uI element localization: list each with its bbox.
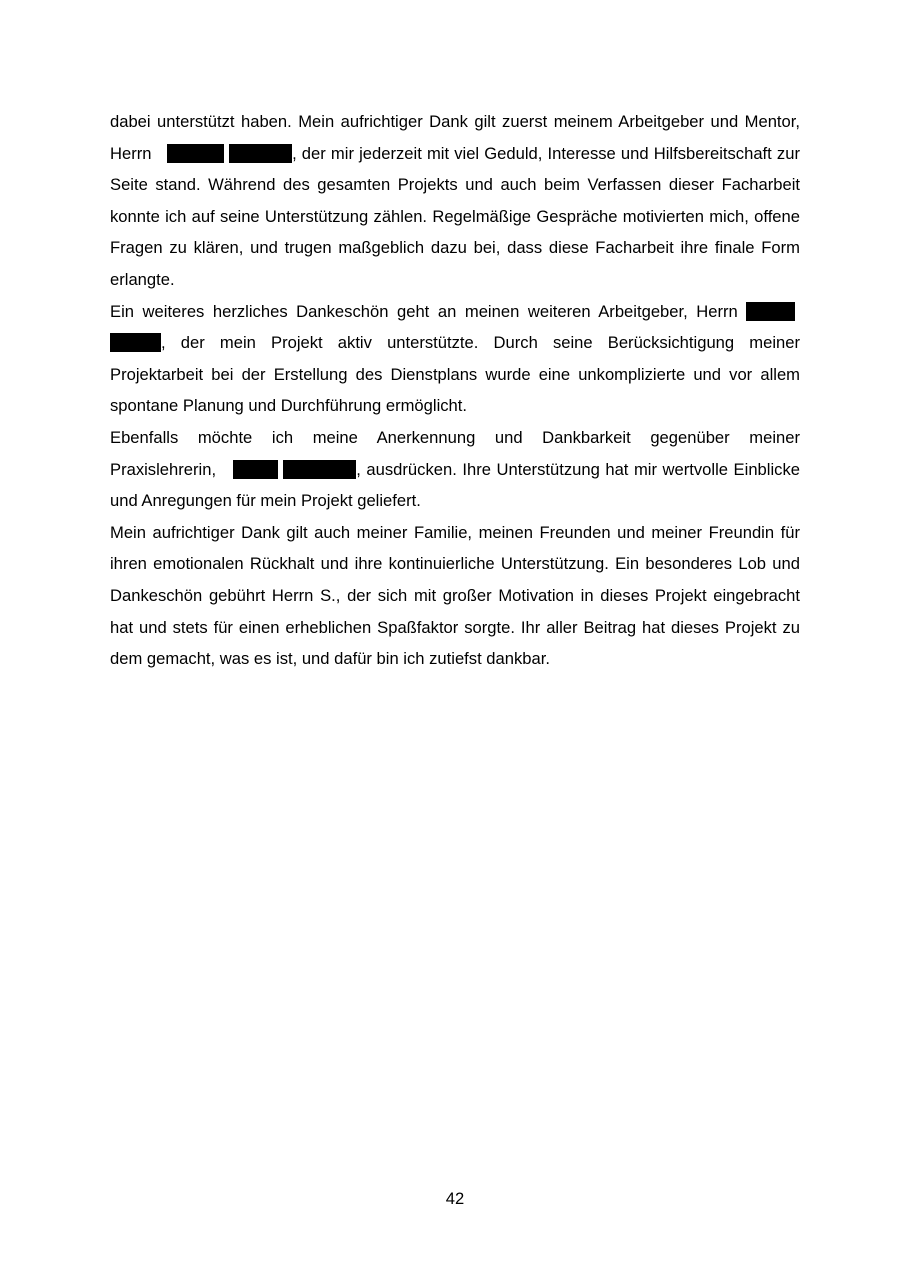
paragraph-text: , ausdrücken. Ihre Unterstützung hat mir wertvolle Einblicke und Anregungen für mein Projekt geliefert. bbox=[110, 459, 800, 511]
paragraph-mentor-thanks bbox=[110, 106, 800, 296]
paragraph-family-thanks: Mein aufrichtiger Dank gilt auch meiner Familie, meinen Freunden und meiner Freundin für ihren emotionalen Rückhalt und ihre kontinuierliche Unterstützung. Ein besonderes Lob und Dankeschön gebührt Herrn S., der sich mit großer Motivation in dieses Projekt eingebracht hat und stets für einen erheblichen Spaßfaktor sorgte. Ihr aller Beitrag hat dieses Projekt zu dem gemacht, was es ist, und dafür bin ich zutiefst dankbar. bbox=[110, 522, 800, 669]
body-text bbox=[110, 106, 800, 675]
paragraph-text: , der mein Projekt aktiv unterstützte. Durch seine Berücksichtigung meiner Projektarbeit bei der Erstellung des Dienstplans wurde eine unkomplizierte und vor allem spontane Planung und Durchführung ermöglicht. bbox=[110, 333, 800, 416]
redacted-last-name bbox=[110, 333, 161, 352]
redacted-first-name bbox=[167, 144, 224, 163]
paragraph-text: dabei unterstützt haben. Mein aufrichtiger Dank gilt zuerst meinem Arbeitgeber und Mentor, Herrn bbox=[110, 112, 800, 163]
redacted-last-name bbox=[229, 144, 292, 163]
redacted-first-name bbox=[746, 302, 795, 321]
paragraph-text: , der mir jederzeit mit viel Geduld, Interesse und Hilfsbereitschaft zur Seite stand. Während des gesamten Projekts und auch beim Verfassen dieser Facharbeit konnte ich auf seine Unterstützung zählen. Regelmäßige Gespräche motivierten mich, offene Fragen zu klären, und trugen maßgeblich dazu bei, dass diese Facharbeit ihre finale Form erlangte. bbox=[110, 143, 800, 289]
paragraph-employer-thanks bbox=[110, 296, 800, 422]
paragraph-text: Ebenfalls möchte ich meine Anerkennung und Dankbarkeit gegenüber meiner Praxislehrerin, bbox=[110, 427, 800, 479]
redacted-last-name bbox=[283, 460, 356, 479]
paragraph-text: Ein weiteres herzliches Dankeschön geht an meinen weiteren Arbeitgeber, Herrn bbox=[110, 301, 738, 321]
paragraph-teacher-thanks bbox=[110, 422, 800, 517]
page-number: 42 bbox=[445, 1189, 465, 1208]
redacted-first-name bbox=[233, 460, 278, 479]
